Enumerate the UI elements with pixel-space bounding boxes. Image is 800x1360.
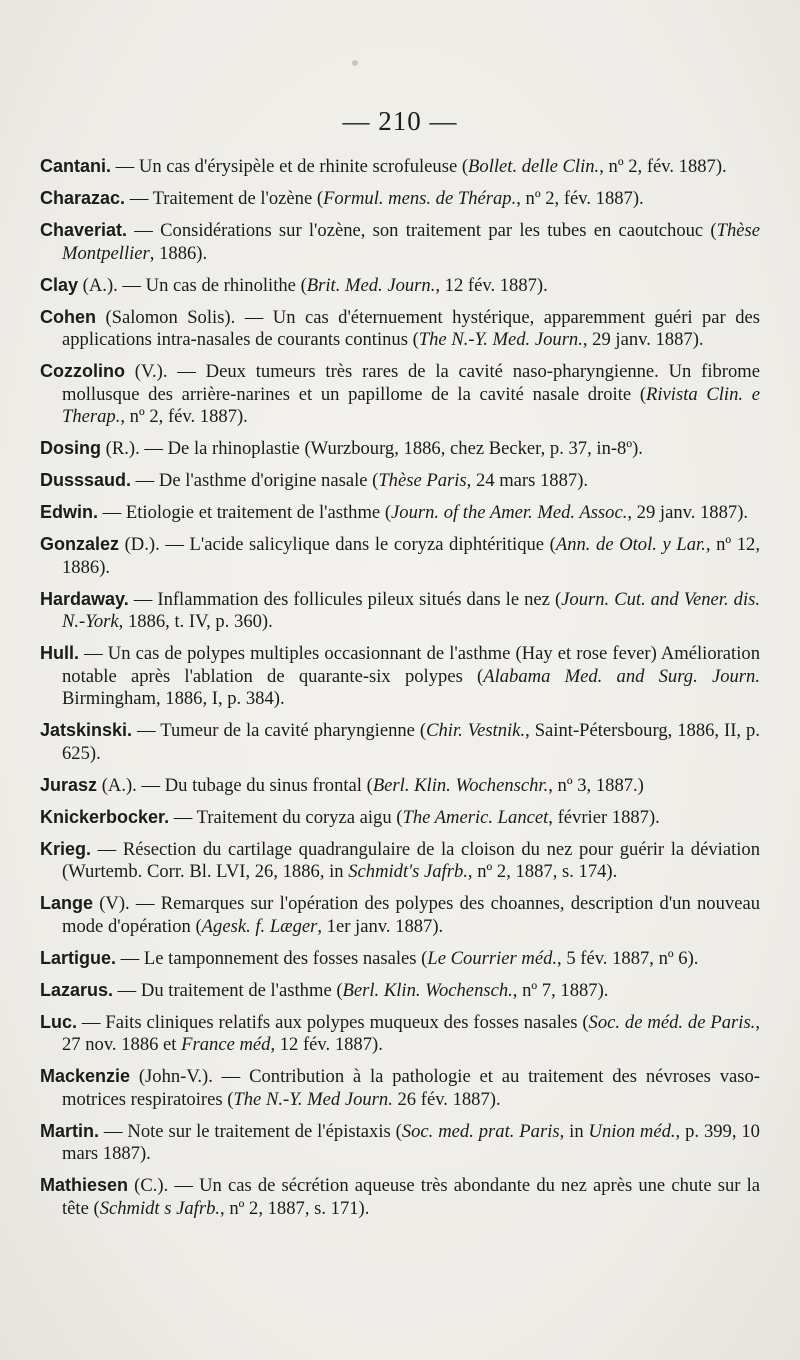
entry-text: (C.). — Un cas de sécrétion aqueuse très abondante du nez après une chute sur la tête ( [62,1175,760,1219]
entry-source-title: Journ. Cut. and Vener. dis. N.-York [62,588,760,632]
entry-text: , 29 janv. 1887). [627,502,749,523]
bibliography-entry [40,892,760,938]
entry-source-title: Schmidt's Jafrb. [348,861,468,882]
entry-author: Krieg. [40,838,92,859]
entry-text: (Salomon Solis). — Un cas d'éternuement hystérique, apparemment guéri par des applications intra-nasales de courants continus ( [62,306,760,350]
bibliography-entry [40,806,760,830]
entry-text: (A.). — Un cas de rhinolithe ( [78,274,307,296]
entry-source-title: Schmidt s Jafrb. [99,1197,221,1219]
entry-text: , 5 fév. 1887, nº 6). [557,947,699,969]
entry-source-title: France méd [181,1034,271,1055]
entry-text: — Considérations sur l'ozène, son traitement par les tubes en caoutchouc ( [127,220,717,241]
entry-text: (V). — Remarques sur l'opération des polypes des choannes, description d'un nouveau mode d'opération ( [62,893,760,937]
bibliography-entry [40,838,760,884]
bibliography-entry [40,155,760,179]
entry-source-title: Journ. of the Amer. Med. Assoc. [391,502,628,523]
entry-source-title: Thèse Montpellier [62,220,760,264]
entry-source-title: The N.-Y. Med Journ. [233,1088,393,1110]
entry-author: Jurasz [40,774,98,795]
entry-source-title: Soc. med. prat. Paris [401,1120,560,1142]
entry-author: Clay [40,274,79,295]
entry-text: Birmingham, 1886, I, p. 384). [62,688,285,709]
entry-text: , nº 2, fév. 1887). [599,156,727,177]
entry-text: , nº 2, fév. 1887). [516,188,644,209]
entry-text: , nº 2, fév. 1887). [120,406,248,427]
entry-text: (V.). — Deux tumeurs très rares de la cavité naso-pharyngienne. Un fibrome mollusque des arrière-narines et un papillome de la cavité nasale droite ( [62,361,760,405]
entry-author: Cozzolino [40,361,125,381]
entry-author: Cohen [40,306,96,327]
bibliography-entry [40,469,760,493]
bibliography-entry [40,187,760,211]
entry-source-title: Rivista Clin. e Therap. [62,383,760,427]
entry-author: Chaveriat. [40,220,128,240]
entry-text: , 12 fév. 1887). [435,274,548,296]
entry-source-title: Soc. de méd. de Paris. [588,1011,756,1033]
bibliography-entry [40,1120,760,1166]
entry-author: Dosing [40,438,101,458]
bibliography-entry [40,947,760,971]
bibliography-entry [40,501,760,525]
entry-source-title: Thèse Paris [378,470,467,491]
entry-source-title: Union méd. [588,1120,676,1142]
entry-text: , 24 mars 1887). [466,470,589,491]
entry-source-title: Chir. Vestnik. [426,720,526,741]
entry-text: , 1886, t. IV, p. 360). [118,611,273,632]
entry-text: — Note sur le traitement de l'épistaxis ( [99,1120,402,1142]
entry-text: — Un cas de polypes multiples occasionnant de l'asthme (Hay et rose fever) Amélioration notable après l'ablation de quarante-six polypes ( [62,643,760,687]
bibliography-entry [40,219,760,265]
bibliography-list [40,155,760,1229]
entry-author: Jatskinski. [40,720,133,740]
entry-source-title: Alabama Med. and Surg. Journ. [483,665,760,687]
bibliography-entry [40,979,760,1003]
entry-text: (A.). — Du tubage du sinus frontal ( [97,774,373,796]
entry-author: Luc. [40,1011,78,1032]
entry-text: — Etiologie et traitement de l'asthme ( [98,502,392,523]
entry-author: Knickerbocker. [40,806,170,827]
entry-text: , nº 2, 1887, s. 171). [220,1197,370,1219]
bibliography-entry [40,1174,760,1220]
entry-text: , 1er janv. 1887). [317,915,444,937]
entry-text: — Un cas d'érysipèle et de rhinite scrofuleuse ( [111,156,469,177]
entry-text: — Inflammation des follicules pileux situés dans le nez ( [128,588,562,610]
entry-text: — Résection du cartilage quadrangulaire de la cloison du nez pour guérir la déviation (Wurtemb. Corr. Bl. LVI, 26, 1886, in [62,838,760,882]
entry-text: 26 fév. 1887). [392,1088,501,1110]
bibliography-entry [40,774,760,798]
entry-text: , nº 3, 1887.) [548,774,644,796]
entry-author: Lange [40,893,94,913]
entry-author: Gonzalez [40,534,120,554]
entry-author: Martin. [40,1120,100,1141]
entry-text: — Tumeur de la cavité pharyngienne ( [132,720,427,741]
bibliography-entry [40,306,760,352]
bibliography-entry [40,1011,760,1057]
entry-author: Charazac. [40,188,126,208]
entry-source-title: Formul. mens. de Thérap. [323,188,517,209]
entry-text: , 29 janv. 1887). [582,329,704,350]
entry-source-title: The N.-Y. Med. Journ. [418,329,583,350]
paper-speck [352,60,358,66]
entry-text: , nº 2, 1887, s. 174). [467,861,618,882]
entry-author: Lartigue. [40,947,117,968]
entry-text: — Faits cliniques relatifs aux polypes muqueux des fosses nasales ( [77,1011,589,1033]
entry-author: Lazarus. [40,979,114,1000]
bibliography-entry [40,588,760,634]
entry-source-title: Agesk. f. Læger [201,915,318,937]
entry-text: , nº 7, 1887). [512,979,609,1001]
entry-author: Mackenzie [40,1066,131,1086]
bibliography-entry [40,642,760,711]
entry-text: — Du traitement de l'asthme ( [113,979,343,1001]
entry-author: Cantani. [40,156,112,176]
entry-text: — Traitement de l'ozène ( [125,188,324,209]
bibliography-entry [40,360,760,429]
entry-author: Hull. [40,643,79,663]
entry-text: , nº 12, 1886). [62,534,760,578]
entry-text: — Le tamponnement des fosses nasales ( [116,947,428,969]
entry-text: , p. 399, 10 mars 1887). [62,1120,760,1164]
entry-text: , février 1887). [548,806,660,828]
page-number: — 210 — [342,106,458,136]
entry-text: , 1886). [149,242,208,264]
entry-text: , 12 fév. 1887). [270,1034,383,1055]
entry-author: Mathiesen [40,1175,129,1195]
entry-author: Hardaway. [40,588,129,609]
entry-source-title: Berl. Klin. Wochensch. [342,979,513,1001]
bibliography-entry [40,719,760,765]
entry-text: — De l'asthme d'origine nasale ( [131,470,379,491]
entry-author: Edwin. [40,502,98,522]
entry-text: , Saint-Pétersbourg, 1886, II, p. 625). [62,720,761,764]
entry-source-title: Berl. Klin. Wochenschr. [372,774,549,796]
bibliography-entry [40,533,760,579]
entry-source-title: Bollet. delle Clin. [468,156,600,177]
entry-text: (R.). — De la rhinoplastie (Wurzbourg, 1886, chez Becker, p. 37, in-8º). [101,438,643,459]
bibliography-entry [40,1065,760,1111]
entry-text: , 27 nov. 1886 et [62,1011,760,1055]
entry-source-title: Brit. Med. Journ. [306,274,436,296]
entry-text: (John-V.). — Contribution à la pathologie et au traitement des névroses vaso-motrices respiratoires ( [62,1066,760,1110]
bibliography-entry [40,437,760,461]
bibliography-entry [40,274,760,298]
entry-source-title: Le Courrier méd. [427,947,558,969]
entry-source-title: The Americ. Lancet [402,806,549,828]
entry-author: Dusssaud. [40,470,132,490]
entry-source-title: Ann. de Otol. y Lar. [555,534,706,555]
entry-text: — Traitement du coryza aigu ( [169,806,403,828]
entry-text: , in [559,1120,589,1142]
entry-text: (D.). — L'acide salicylique dans le coryza diphtéritique ( [119,534,556,555]
